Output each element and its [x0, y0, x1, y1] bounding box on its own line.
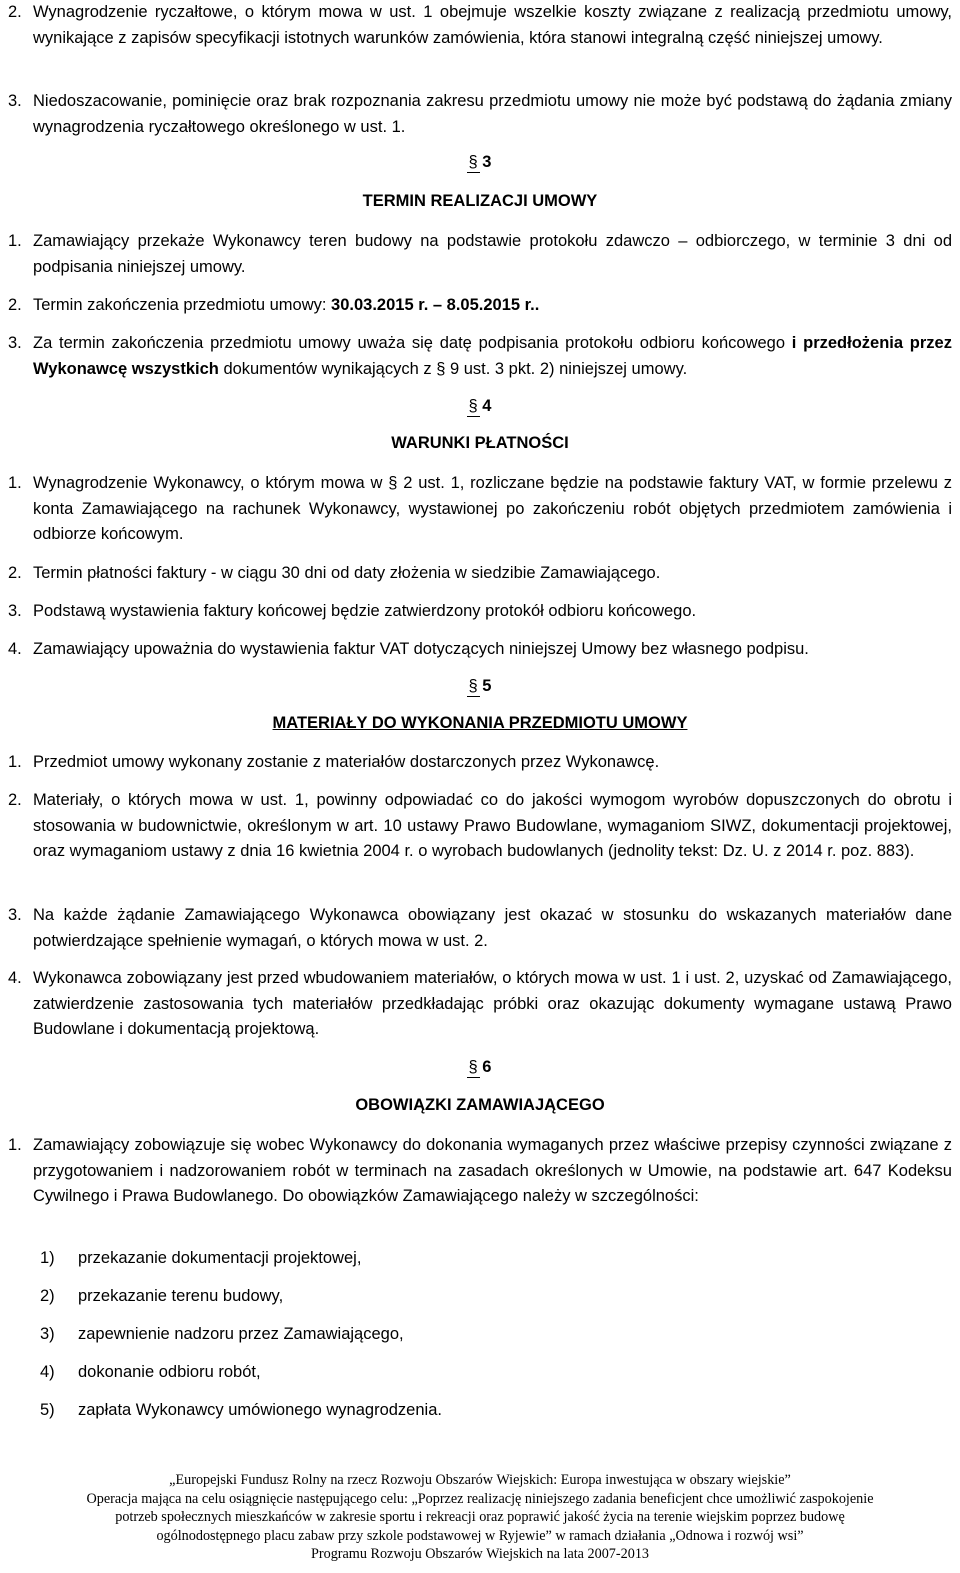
- footer-line: potrzeb społecznych mieszkańców w zakresie sportu i rekreacji oraz poprawić jakość życia na terenie wiejskim poprzez budowę: [115, 1509, 845, 1525]
- section-heading-6: [0, 1058, 960, 1077]
- paragraph-text: Zamawiający zobowiązuje się wobec Wykonawcy do dokonania wymaganych przez właściwe przepisy czynności związane z przygotowaniem i nadzorowaniem robót w terminach na zasadach określonych w Umowie, na podstawie art. 647 Kodeksu Cywilnego i Prawa Budowlanego. Do obowiązków Zamawiającego należy w szczególności:: [33, 1136, 952, 1205]
- section-heading-3: [0, 153, 960, 172]
- paragraph-number: 1.: [8, 1136, 22, 1154]
- paragraph-3-2: [8, 293, 952, 319]
- paragraph-3-3: [8, 331, 952, 382]
- section-number: 3: [482, 153, 492, 171]
- paragraph-5-3: [8, 903, 952, 954]
- paragraph-text: Wynagrodzenie ryczałtowe, o którym mowa w ust. 1 obejmuje wszelkie koszty związane z realizacją przedmiotu umowy, wynikające z zapisów specyfikacji istotnych warunków zamówienia, która stanowi integralną część niniejszej umowy.: [33, 3, 952, 47]
- footer-line: „Europejski Fundusz Rolny na rzecz Rozwoju Obszarów Wiejskich: Europa inwestująca w obszary wiejskie”: [169, 1472, 791, 1488]
- paragraph-number: 3.: [8, 602, 22, 620]
- paragraph-4-3: [8, 599, 952, 625]
- paragraph-number: 1.: [8, 753, 22, 771]
- paragraph-number: 3.: [8, 92, 22, 110]
- list-item-number: 1): [40, 1249, 55, 1267]
- paragraph-text: Termin płatności faktury - w ciągu 30 dni od daty złożenia w siedzibie Zamawiającego.: [33, 564, 661, 582]
- section-title: MATERIAŁY DO WYKONANIA PRZEDMIOTU UMOWY: [272, 714, 688, 732]
- paragraph-2-2: [8, 0, 952, 51]
- footer-line: Operacja mająca na celu osiągnięcie następującego celu: „Poprzez realizację niniejszego zadania beneficjent chce umożliwić zaspokojenie: [86, 1490, 874, 1507]
- paragraph-5-1: [8, 750, 952, 776]
- section-number: 6: [482, 1058, 492, 1076]
- paragraph-number: 3.: [8, 334, 22, 352]
- paragraph-text: Materiały, o których mowa w ust. 1, powinny odpowiadać co do jakości wymogom wyrobów dopuszczonych do obrotu i stosowania w budownictwie, określonym w art. 10 ustawy Prawo Budowlane, wymaganiom SIWZ, dokumentacji projektowej, oraz wymaganiom ustawy z dnia 16 kwietnia 2004 r. o wyrobach budowlanych (jednolity tekst: Dz. U. z 2014 r. poz. 883).: [33, 791, 952, 860]
- paragraph-5-4: [8, 966, 952, 1043]
- paragraph-6-1: [8, 1133, 952, 1210]
- paragraph-3-1: [8, 229, 952, 280]
- section-heading-5: [0, 677, 960, 696]
- paragraph-4-1: [8, 471, 952, 548]
- list-item-number: 5): [40, 1401, 55, 1419]
- list-item-text: dokonanie odbioru robót,: [78, 1363, 261, 1381]
- footer: [0, 1471, 960, 1564]
- footer-line: Programu Rozwoju Obszarów Wiejskich na lata 2007-2013: [310, 1546, 650, 1562]
- paragraph-text: Przedmiot umowy wykonany zostanie z materiałów dostarczonych przez Wykonawcę.: [33, 753, 660, 771]
- section-title: WARUNKI PŁATNOŚCI: [391, 434, 569, 452]
- list-item-number: 2): [40, 1287, 55, 1305]
- paragraph-number: 2.: [8, 296, 22, 314]
- paragraph-number: 2.: [8, 791, 22, 809]
- list-item-text: zapewnienie nadzoru przez Zamawiającego,: [78, 1325, 404, 1343]
- list-item-text: zapłata Wykonawcy umówionego wynagrodzenia.: [78, 1401, 442, 1419]
- paragraph-number: 2.: [8, 3, 22, 21]
- paragraph-4-2: [8, 561, 952, 587]
- section-title: OBOWIĄZKI ZAMAWIAJĄCEGO: [355, 1096, 605, 1114]
- paragraph-bold-text: i przedłożenia przez Wykonawcę wszystkich: [33, 334, 952, 378]
- paragraph-2-3: [8, 89, 952, 140]
- paragraph-text: Za termin zakończenia przedmiotu umowy uważa się datę podpisania protokołu odbioru końcowego: [33, 334, 792, 352]
- paragraph-text: Na każde żądanie Zamawiającego Wykonawca obowiązany jest okazać w stosunku do wskazanych materiałów dane potwierdzające spełnienie wymagań, o których mowa w ust. 2.: [33, 906, 952, 950]
- paragraph-4-4: [8, 637, 952, 663]
- paragraph-number: 2.: [8, 564, 22, 582]
- section-number: 5: [482, 677, 492, 695]
- paragraph-number: 4.: [8, 640, 22, 658]
- section-heading-4: [0, 397, 960, 416]
- deadline-dates: 30.03.2015 r. – 8.05.2015 r..: [331, 296, 540, 314]
- list-item-number: 3): [40, 1325, 55, 1343]
- paragraph-text-end: dokumentów wynikających z § 9 ust. 3 pkt. 2) niniejszej umowy.: [218, 359, 688, 378]
- paragraph-text: Wykonawca zobowiązany jest przed wbudowaniem materiałów, o których mowa w ust. 1 i ust. 2, uzyskać od Zamawiającego, zatwierdzenie zastosowania tych materiałów przedkładając próbki oraz okazując dokumenty wymagane ustawą Prawo Budowlane i dokumentacją projektową.: [33, 969, 952, 1038]
- paragraph-text: Termin zakończenia przedmiotu umowy:: [33, 296, 332, 314]
- list-item-text: przekazanie terenu budowy,: [78, 1287, 284, 1305]
- section-number: 4: [482, 397, 492, 415]
- paragraph-text: Wynagrodzenie Wykonawcy, o którym mowa w § 2 ust. 1, rozliczane będzie na podstawie faktury VAT, w formie przelewu z konta Zamawiającego na rachunek Wykonawcy, wystawionej po zakończeniu robót objętych przedmiotem zamówienia i odbiorze końcowym.: [33, 474, 952, 543]
- paragraph-text: Zamawiający upoważnia do wystawienia faktur VAT dotyczących niniejszej Umowy bez własnego podpisu.: [33, 640, 809, 658]
- section-symbol: §: [468, 677, 478, 695]
- list-item-number: 4): [40, 1363, 55, 1381]
- paragraph-number: 1.: [8, 474, 22, 492]
- section-symbol: §: [468, 397, 478, 415]
- list-item-text: przekazanie dokumentacji projektowej,: [78, 1249, 362, 1267]
- paragraph-number: 1.: [8, 232, 22, 250]
- section-symbol: §: [468, 153, 478, 171]
- paragraph-number: 3.: [8, 906, 22, 924]
- paragraph-text: Zamawiający przekaże Wykonawcy teren budowy na podstawie protokołu zdawczo – odbiorczego, w terminie 3 dni od podpisania niniejszej umowy.: [33, 232, 952, 276]
- section-symbol: §: [468, 1058, 478, 1076]
- footer-line: ogólnodostępnego placu zabaw przy szkole podstawowej w Ryjewie” w ramach działania „Odnowa i rozwój wsi”: [156, 1527, 804, 1544]
- paragraph-text: Podstawą wystawienia faktury końcowej będzie zatwierdzony protokół odbioru końcowego.: [33, 602, 697, 620]
- section-title: TERMIN REALIZACJI UMOWY: [362, 192, 598, 210]
- paragraph-text: Niedoszacowanie, pominięcie oraz brak rozpoznania zakresu przedmiotu umowy nie może być podstawą do żądania zmiany wynagrodzenia ryczałtowego określonego w ust. 1.: [33, 92, 952, 136]
- paragraph-5-2: [8, 788, 952, 865]
- paragraph-number: 4.: [8, 969, 22, 987]
